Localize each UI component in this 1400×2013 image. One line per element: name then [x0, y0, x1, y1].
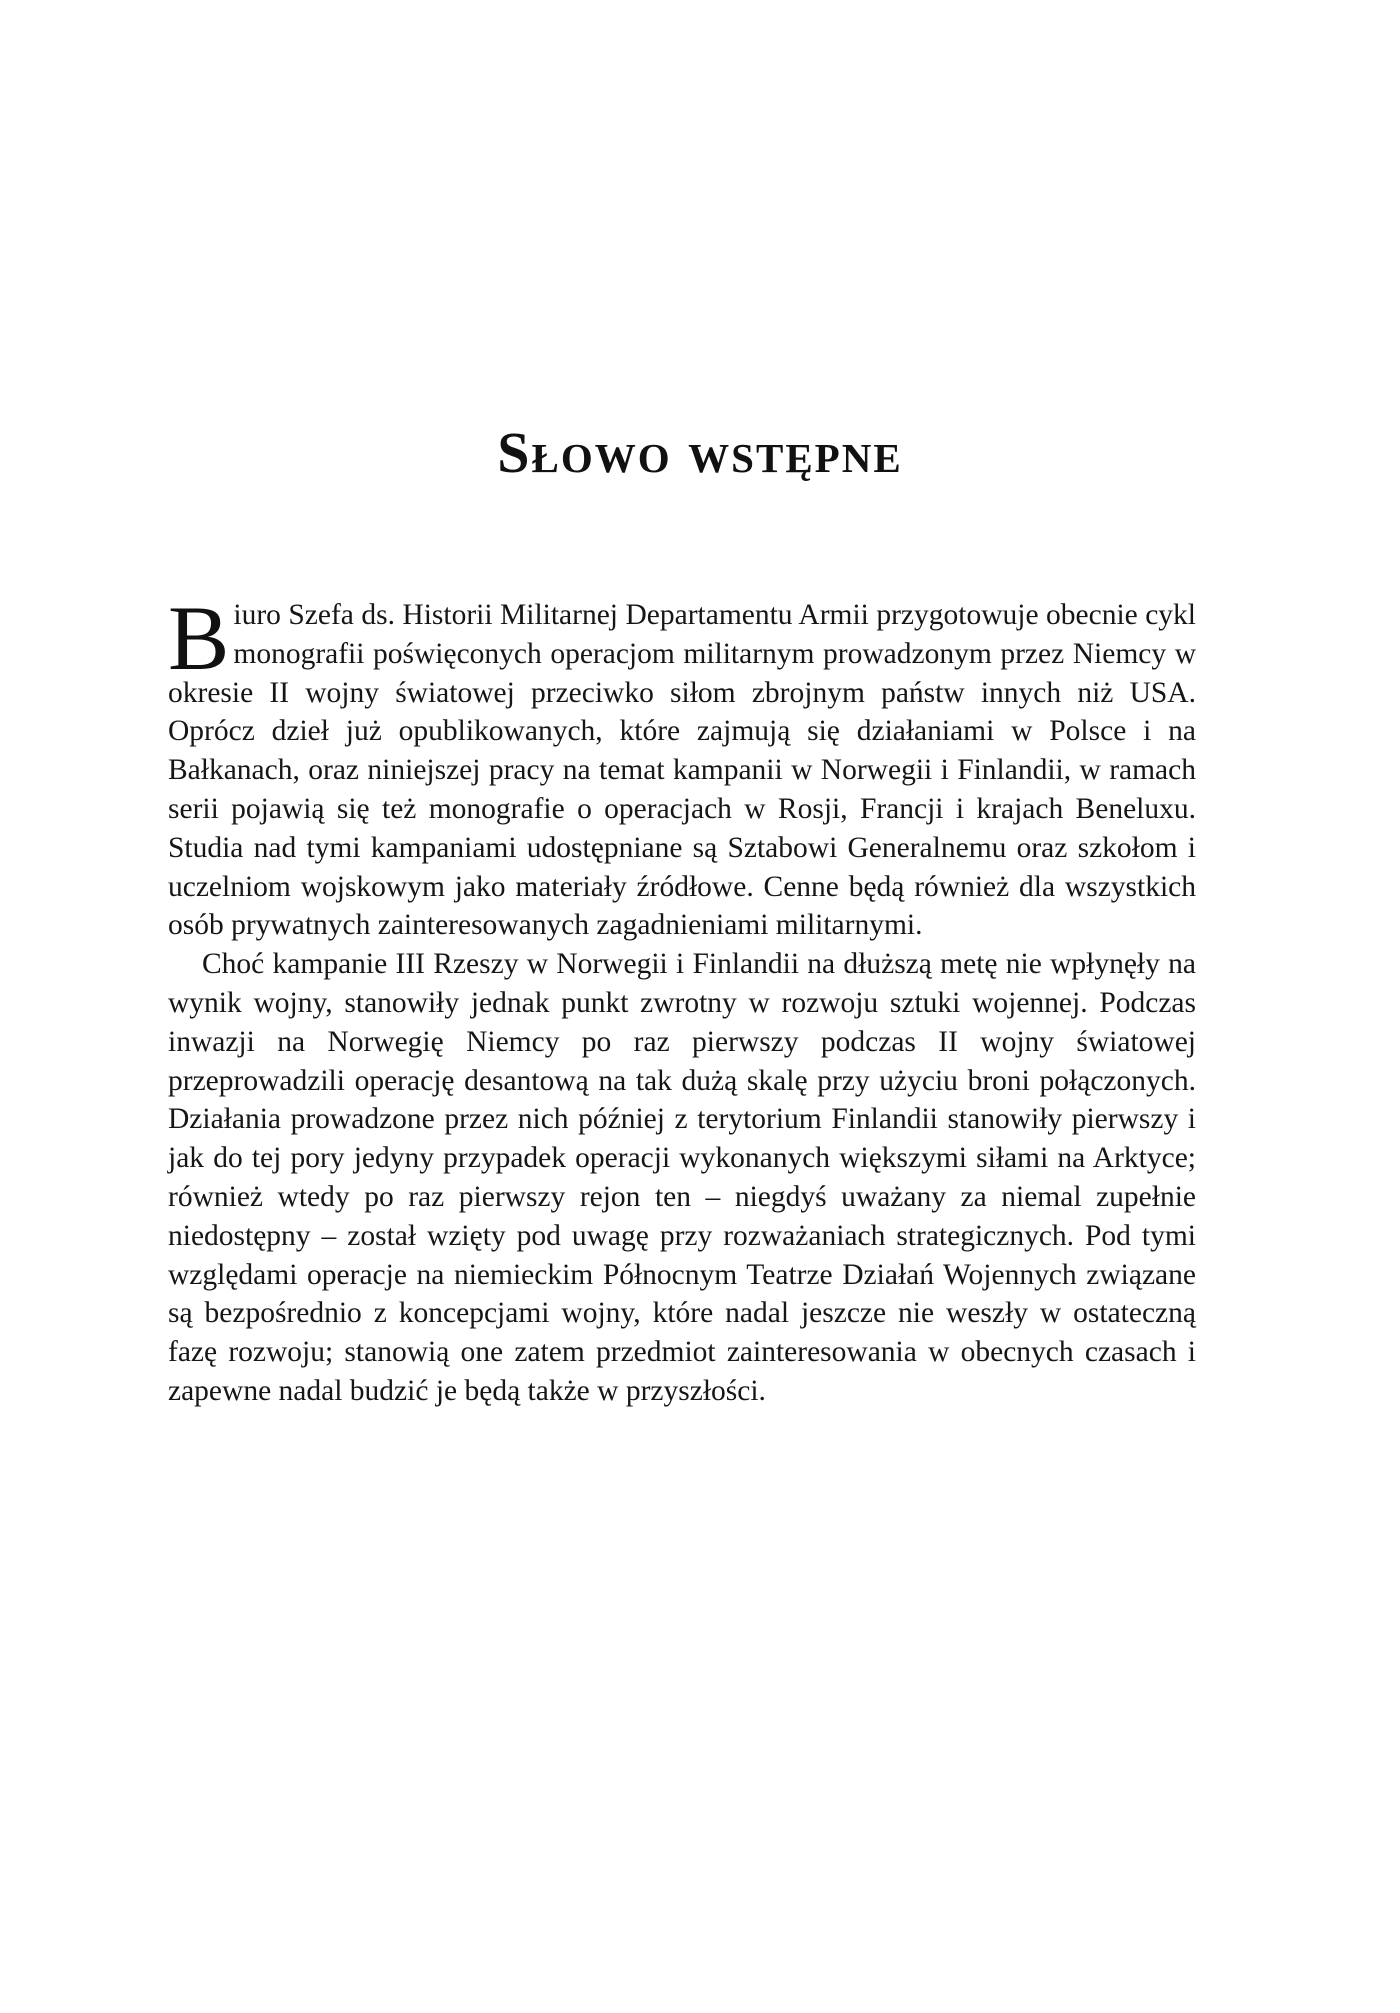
- paragraph-1-text: iuro Szefa ds. Historii Militarnej Departamentu Armii przygotowuje obecnie cykl monografii poświęconych operacjom militarnym prowadzonym przez Niemcy w okresie II wojny światowej przeciwko siłom zbrojnym państw innych niż USA. Oprócz dzieł już opublikowanych, które zajmują się działaniami w Polsce i na Bałkanach, oraz niniejszej pracy na temat kampanii w Norwegii i Finlandii, w ramach serii pojawią się też monografie o operacjach w Rosji, Francji i krajach Beneluxu. Studia nad tymi kampaniami udostępniane są Sztabowi Generalnemu oraz szkołom i uczelniom wojskowym jako materiały źródłowe. Cenne będą również dla wszystkich osób prywatnych zainteresowanych zagadnieniami militarnymi.: [168, 599, 1196, 942]
- drop-cap: B: [168, 587, 230, 689]
- paragraph-2: Choć kampanie III Rzeszy w Norwegii i Finlandii na dłuższą metę nie wpłynęły na wynik wojny, stanowiły jednak punkt zwrotny w rozwoju sztuki wojennej. Podczas inwazji na Norwegię Niemcy po raz pierwszy podczas II wojny światowej przeprowadzili operację desantową na tak dużą skalę przy użyciu broni połączonych. Działania prowadzone przez nich później z terytorium Finlandii stanowiły pierwszy i jak do tej pory jedyny przypadek operacji wykonanych większymi siłami na Arktyce; również wtedy po raz pierwszy rejon ten – niegdyś uważany za niemal zupełnie niedostępny – został wzięty pod uwagę przy rozważaniach strategicznych. Pod tymi względami operacje na niemieckim Północnym Teatrze Działań Wojennych związane są bezpośrednio z koncepcjami wojny, które nadal jeszcze nie weszły w ostateczną fazę rozwoju; stanowią one zatem przedmiot zainteresowania w obecnych czasach i zapewne nadal budzić je będą także w przyszłości.: [168, 948, 1196, 1407]
- page-title: Słowo wstępne: [497, 420, 903, 485]
- body-text: [168, 587, 1196, 1411]
- paragraph-1: [168, 587, 1196, 945]
